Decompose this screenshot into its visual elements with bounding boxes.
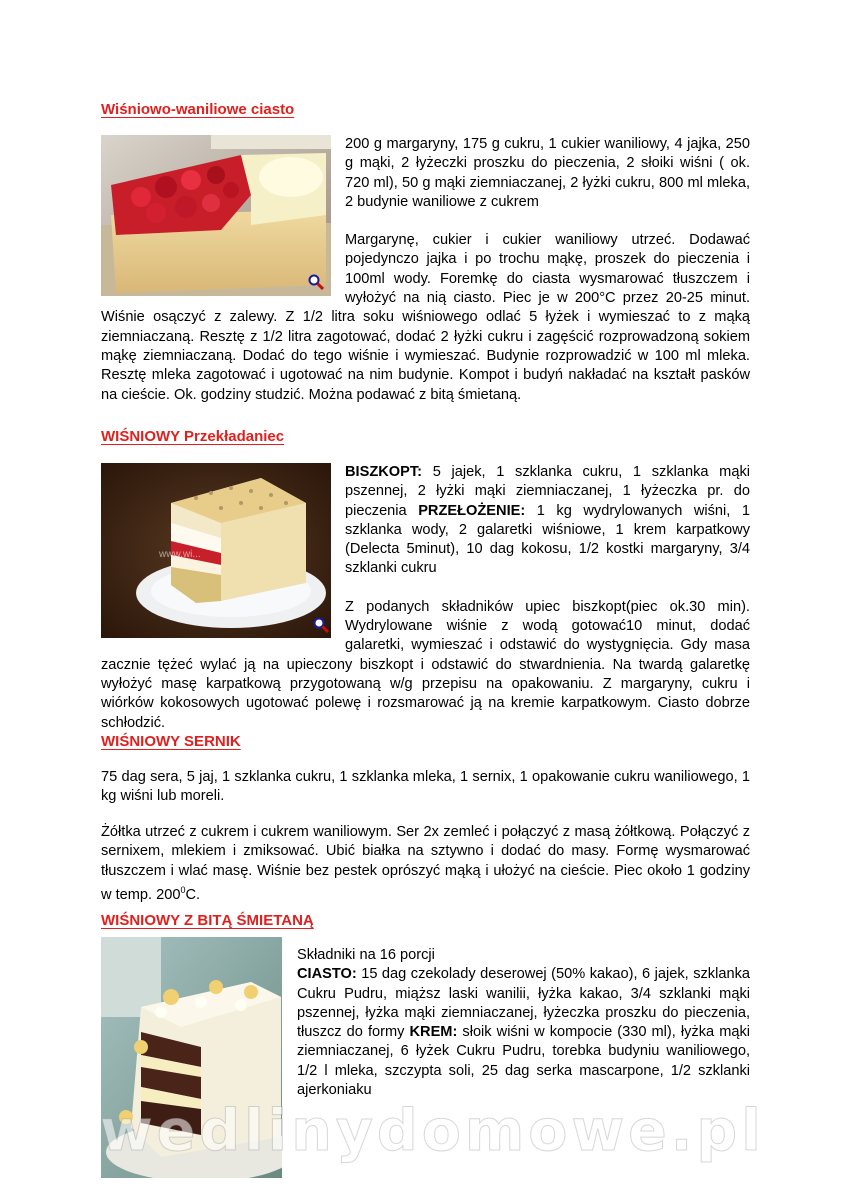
- recipe-4-portions: Składniki na 16 porcji: [297, 947, 435, 963]
- recipe-title-1: Wiśniowo-waniliowe ciasto: [101, 101, 295, 118]
- recipe-2-method: Z podanych składników upiec biszkopt(piec ok.30 min). Wydrylowane wiśnie z wodą gotować10 minut, dodać galaretki, wymieszać i odstawić do wystygnięcia. Gdy masa zacznie tężeć wylać ją na upieczony biszkopt i odstawić do stwardnienia. Na twardą galaretkę wyłożyć masę karpatkową przygotowaną w/g przepisu na opakowaniu. Z margaryny, cukru i wiórków kokosowych ugotować polewę i rozsmarować ją na kremie karpatkowym. Ciasto dobrze schłodzić.: [101, 598, 750, 731]
- recipe-3-method: [101, 823, 750, 905]
- layered-cherry-cake-photo: [101, 463, 331, 638]
- magnifier-icon[interactable]: [308, 274, 324, 290]
- photo-watermark-caption: www.wi...: [159, 549, 201, 560]
- recipe-3-method-text: Żółtka utrzeć z cukrem i cukrem waniliowym. Ser 2x zemleć i połączyć z masą żółtkową. Połączyć z sernixem, mlekiem i zmiksować. Ubić białka na sztywno i dodać do masy. Formę wysmarować tłuszczem i wlać masę. Wiśnie bez pestek oprószyć mąką i ułożyć na cieście. Piec około 1 godziny w temp. 200: [101, 824, 750, 903]
- recipe-1-ingredients: 200 g margaryny, 175 g cukru, 1 cukier waniliowy, 4 jajka, 250 g mąki, 2 łyżeczki proszku do pieczenia, 2 słoiki wiśni ( ok. 720 ml), 50 g mąki ziemniaczanej, 2 łyżki cukru, 800 ml mleka, 2 budynie waniliowe z cukrem: [345, 136, 750, 210]
- magnifier-icon[interactable]: [313, 617, 329, 633]
- ciasto-label: CIASTO:: [297, 966, 357, 983]
- przelozenie-label: PRZEŁOŻENIE:: [418, 502, 526, 519]
- krem-text: słoik wiśni w kompocie (330 ml), łyżka mąki ziemniaczanej, 6 łyżek Cukru Pudru, torebka budyniu waniliowego, 1/2 l mleka, szczypta soli, 25 dag serka mascarpone, 1/2 szklanki ajerkoniaku: [297, 1024, 751, 1099]
- biszkopt-label: BISZKOPT:: [345, 464, 423, 480]
- degree-superscript: 0: [180, 884, 186, 895]
- recipe-title-4: WIŚNIOWY Z BITĄ ŚMIETANĄ: [101, 912, 314, 929]
- biszkopt-text: 5 jajek, 1 szklanka cukru, 1 szklanka mąki pszennej, 2 łyżki mąki ziemniaczanej, 1 łyżeczka pr. do pieczenia: [345, 464, 750, 519]
- krem-label: KREM:: [409, 1024, 458, 1041]
- recipe-4-ingredients: [297, 965, 750, 1100]
- recipe-4-body: [297, 946, 750, 1100]
- site-watermark: wedlinydomowe.pl: [100, 1098, 765, 1164]
- recipe-3-method-end: C.: [185, 886, 201, 903]
- recipe-title-2: WIŚNIOWY Przekładaniec: [101, 428, 285, 445]
- cherry-vanilla-cake-photo: [101, 135, 331, 296]
- przelozenie-text: 1 kg wydrylowanych wiśni, 1 szklanka wody, 2 galaretki wiśniowe, 1 krem karpatkowy (Delecta 5minut), 10 dag kokosu, 1/2 kostki margaryny, 3/4 szklanki cukru: [345, 502, 750, 577]
- recipe-2-body: [101, 463, 750, 733]
- recipe-title-3: WIŚNIOWY SERNIK: [101, 733, 241, 750]
- recipe-1-body: [101, 135, 750, 405]
- recipe-1-method: Margarynę, cukier i cukier waniliowy utrzeć. Dodawać pojedynczo jajka i po trochu mąkę, proszek do pieczenia i 100ml wody. Foremkę do ciasta wysmarować tłuszczem i wyłożyć na nią ciasto. Piec je w 200°C przez 20-25 minut. Wiśnie osączyć z zalewy. Z 1/2 litra soku wiśniowego odlać 5 łyżek i wymieszać to z mąką ziemniaczaną. Resztę z 1/2 litra zagotować, dodać 2 łyżki cukru i zagęścić rozprowadzoną sokiem mąkę ziemniaczaną. Dodać do tego wiśnie i wymieszać. Budynie rozprowadzić w 100 ml mleka. Resztę mleka zagotować i ugotować na nim budynie. Kompot i budyń nakładać na kształt pasków na cieście. Ok. godziny studzić. Można podawać z bitą śmietaną.: [101, 232, 750, 403]
- recipe-3-ingredients: 75 dag sera, 5 jaj, 1 szklanka cukru, 1 szklanka mleka, 1 sernix, 1 opakowanie cukru waniliowego, 1 kg wiśni lub moreli.: [101, 769, 750, 805]
- ciasto-text: 15 dag czekolady deserowej (50% kakao), 6 jajek, szklanka Cukru Pudru, miąższ laski wanilii, łyżka kakao, 3/4 szklanki mąki pszennej, łyżka mąki ziemniaczanej, łyżeczka proszku do pieczenia, tłuszcz do formy: [297, 966, 750, 1041]
